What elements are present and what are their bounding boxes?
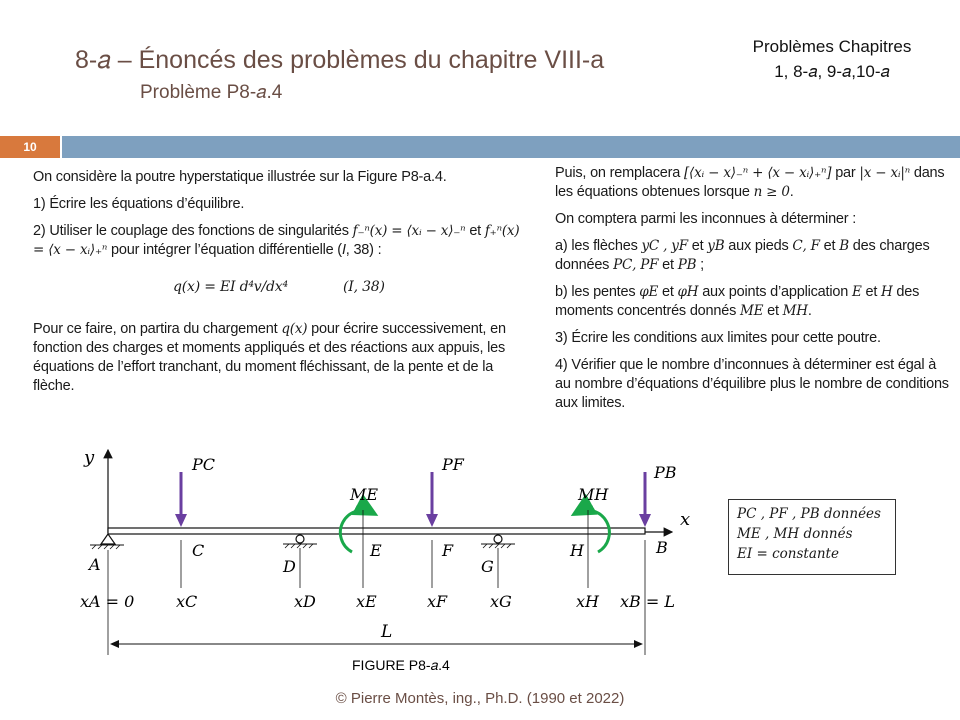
differential-equation [33, 268, 523, 312]
point-label-c: 𝐶 [192, 541, 205, 560]
point-label-a: 𝐴 [89, 555, 101, 574]
equation-reference: (𝐼, 38) [343, 279, 385, 295]
load-arrow-pf [426, 472, 438, 527]
singularity-function-minus: 𝑓₋ⁿ(𝑥) = ⟨𝑥ᵢ − 𝑥⟩₋ⁿ [352, 223, 466, 239]
unknowns-deflections: a) les flèches 𝑦𝐶 , 𝑦𝐹 et 𝑦𝐵 aux pieds 𝐶, 𝐹 et 𝐵 des charges données 𝑃𝐶, 𝑃𝐹 et 𝑃𝐵 ; [555, 238, 930, 273]
method-paragraph: Pour ce faire, on partira du chargement 𝑞(𝑥) pour écrire successivement, en fonction des charges et moments appliqués et des réactions aux appuis, les équations de l’effort tranchant, du moment fléchissant, de la pente et de la flèche. [33, 321, 506, 394]
roller-support-g [481, 535, 515, 548]
replacement-paragraph: Puis, on remplacera [⟨𝑥ᵢ − 𝑥⟩₋ⁿ + ⟨𝑥 − 𝑥ᵢ⟩₊ⁿ] par |𝑥 − 𝑥ᵢ|ⁿ dans les équations obtenues lorsque 𝑛 ≥ 0. [555, 165, 945, 200]
point-label-e: 𝐸 [370, 541, 382, 560]
load-arrow-pc [175, 472, 187, 527]
load-arrow-pb [639, 472, 651, 527]
page-number: 10 [0, 136, 60, 158]
question-3: 3) Écrire les conditions aux limites pour cette poutre. [555, 330, 881, 346]
legend-line-loads: 𝑃𝐶 , 𝑃𝐹 , 𝑃𝐵 données [737, 506, 881, 522]
point-label-f: 𝐹 [442, 541, 454, 560]
question-2: 2) Utiliser le couplage des fonctions de singularités 𝑓₋ⁿ(𝑥) = ⟨𝑥ᵢ − 𝑥⟩₋ⁿ et 𝑓₊ⁿ(𝑥) = ⟨𝑥 − 𝑥ᵢ⟩₊ⁿ pour intégrer l’équation différentielle (I, 38) : [33, 223, 520, 258]
position-label-xd: 𝑥𝐷 [294, 592, 316, 611]
position-label-xa: 𝑥𝐴 = 0 [80, 592, 135, 611]
singularity-function-plus: 𝑓₊ⁿ(𝑥) = ⟨𝑥 − 𝑥ᵢ⟩₊ⁿ [33, 223, 520, 258]
moment-label-mh: 𝑀𝐻 [578, 485, 609, 504]
position-label-xb: 𝑥𝐵 = 𝐿 [620, 592, 675, 611]
figure-legend [728, 499, 896, 575]
point-label-d: 𝐷 [283, 557, 296, 576]
point-label-b: 𝐵 [656, 538, 668, 557]
footer-copyright: © Pierre Montès, ing., Ph.D. (1990 et 2022) [335, 690, 625, 707]
load-label-pb: 𝑃𝐵 [654, 463, 677, 482]
beam [108, 528, 645, 534]
statement-intro: On considère la poutre hyperstatique illustrée sur la Figure P8-a.4. [33, 169, 447, 185]
position-label-xh: 𝑥𝐻 [576, 592, 599, 611]
page-subtitle: Problème P8-𝑎.4 [140, 82, 283, 103]
x-axis-label: 𝑥 [680, 509, 691, 530]
chapter-reference-line1: Problèmes Chapitres [752, 37, 912, 56]
unknowns-slopes: b) les pentes 𝜑𝐸 et 𝜑𝐻 aux points d’application 𝐸 et 𝐻 des moments concentrés donnés 𝑀𝐸 et 𝑀𝐻. [555, 284, 920, 319]
roller-support-d [283, 535, 317, 548]
moment-label-me: 𝑀𝐸 [350, 485, 379, 504]
unknowns-intro: On comptera parmi les inconnues à déterminer : [555, 211, 857, 227]
question-4: 4) Vérifier que le nombre d’inconnues à déterminer est égal à au nombre d’équations d’équilibre plus le nombre de conditions aux limites. [555, 357, 949, 411]
position-label-xg: 𝑥𝐺 [490, 592, 512, 611]
chapter-reference [722, 34, 942, 84]
length-label: 𝐿 [381, 622, 393, 642]
legend-line-moments: 𝑀𝐸 , 𝑀𝐻 donnés [737, 526, 853, 542]
question-1: 1) Écrire les équations d’équilibre. [33, 196, 245, 212]
pin-support-a [90, 534, 124, 549]
position-label-xe: 𝑥𝐸 [356, 592, 377, 611]
position-label-xc: 𝑥𝐶 [176, 592, 198, 611]
legend-line-stiffness: 𝐸𝐼 = constante [737, 546, 839, 562]
position-label-xf: 𝑥𝐹 [427, 592, 448, 611]
y-axis-label: 𝑦 [84, 447, 95, 468]
load-label-pf: 𝑃𝐹 [442, 455, 464, 474]
load-label-pc: 𝑃𝐶 [192, 455, 216, 474]
point-label-h: 𝐻 [570, 541, 584, 560]
page-title: 8-𝑎 – Énoncés des problèmes du chapitre VIII-a [75, 46, 605, 74]
left-column [33, 168, 523, 404]
header-bar [62, 136, 960, 158]
right-column [555, 164, 950, 421]
figure-caption: FIGURE P8-𝑎.4 [352, 657, 450, 673]
point-label-g: 𝐺 [481, 557, 494, 576]
chapter-reference-line2: 1, 8-𝑎, 9-𝑎,10-𝑎 [774, 62, 890, 81]
equation: 𝑞(𝑥) = 𝐸𝐼 d⁴𝑣/d𝑥⁴ [173, 279, 288, 295]
